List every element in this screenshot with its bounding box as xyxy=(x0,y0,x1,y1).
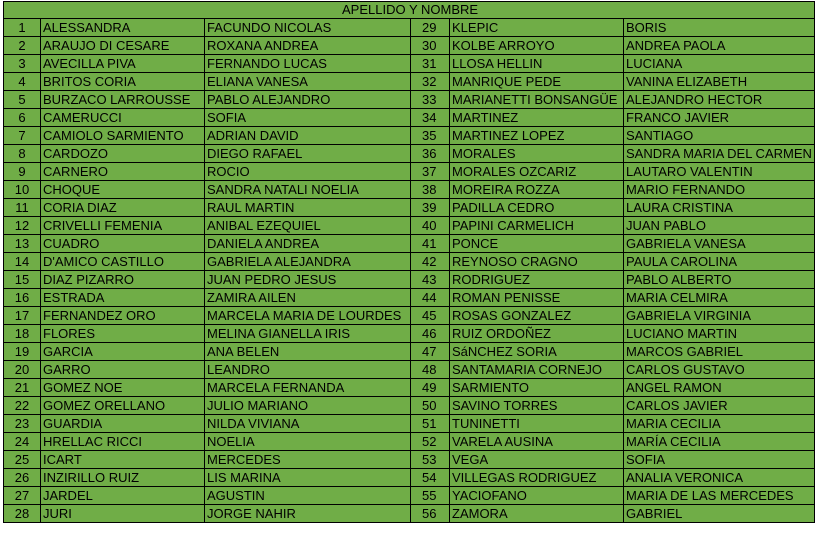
left-surname-cell: BRITOS CORIA xyxy=(41,73,205,91)
right-surname-cell: PADILLA CEDRO xyxy=(450,199,624,217)
right-surname-cell: KOLBE ARROYO xyxy=(450,37,624,55)
left-surname-cell: HRELLAC RICCI xyxy=(41,433,205,451)
right-number-cell: 40 xyxy=(411,217,450,235)
right-surname-cell: PAPINI CARMELICH xyxy=(450,217,624,235)
right-given-name-cell: MARIA CECILIA xyxy=(624,415,815,433)
left-surname-cell: CARDOZO xyxy=(41,145,205,163)
left-number-cell: 2 xyxy=(4,37,41,55)
left-given-name-cell: NILDA VIVIANA xyxy=(205,415,411,433)
right-number-cell: 53 xyxy=(411,451,450,469)
right-number-cell: 51 xyxy=(411,415,450,433)
right-number-cell: 39 xyxy=(411,199,450,217)
left-given-name-cell: SANDRA NATALI NOELIA xyxy=(205,181,411,199)
right-given-name-cell: GABRIELA VANESA xyxy=(624,235,815,253)
left-number-cell: 18 xyxy=(4,325,41,343)
left-number-cell: 16 xyxy=(4,289,41,307)
right-surname-cell: SANTAMARIA CORNEJO xyxy=(450,361,624,379)
left-number-cell: 7 xyxy=(4,127,41,145)
right-number-cell: 35 xyxy=(411,127,450,145)
left-given-name-cell: ADRIAN DAVID xyxy=(205,127,411,145)
left-surname-cell: GARRO xyxy=(41,361,205,379)
left-number-cell: 17 xyxy=(4,307,41,325)
table-row xyxy=(4,253,815,271)
left-surname-cell: CAMERUCCI xyxy=(41,109,205,127)
right-number-cell: 29 xyxy=(411,19,450,37)
left-given-name-cell: JORGE NAHIR xyxy=(205,505,411,523)
table-row xyxy=(4,73,815,91)
table-row xyxy=(4,397,815,415)
left-given-name-cell: GABRIELA ALEJANDRA xyxy=(205,253,411,271)
right-surname-cell: ZAMORA xyxy=(450,505,624,523)
right-given-name-cell: ANALIA VERONICA xyxy=(624,469,815,487)
left-surname-cell: CHOQUE xyxy=(41,181,205,199)
table-row xyxy=(4,325,815,343)
table-row xyxy=(4,109,815,127)
table-row xyxy=(4,451,815,469)
left-surname-cell: DIAZ PIZARRO xyxy=(41,271,205,289)
right-number-cell: 41 xyxy=(411,235,450,253)
left-number-cell: 25 xyxy=(4,451,41,469)
table-row xyxy=(4,307,815,325)
left-given-name-cell: LIS MARINA xyxy=(205,469,411,487)
table-row xyxy=(4,487,815,505)
right-surname-cell: VARELA AUSINA xyxy=(450,433,624,451)
right-surname-cell: PONCE xyxy=(450,235,624,253)
left-surname-cell: CAMIOLO SARMIENTO xyxy=(41,127,205,145)
left-number-cell: 4 xyxy=(4,73,41,91)
right-given-name-cell: VANINA ELIZABETH xyxy=(624,73,815,91)
left-number-cell: 13 xyxy=(4,235,41,253)
table-row xyxy=(4,37,815,55)
left-number-cell: 1 xyxy=(4,19,41,37)
right-number-cell: 38 xyxy=(411,181,450,199)
right-number-cell: 33 xyxy=(411,91,450,109)
left-number-cell: 21 xyxy=(4,379,41,397)
right-number-cell: 55 xyxy=(411,487,450,505)
table-body xyxy=(4,19,815,523)
right-number-cell: 44 xyxy=(411,289,450,307)
right-number-cell: 46 xyxy=(411,325,450,343)
left-given-name-cell: JULIO MARIANO xyxy=(205,397,411,415)
left-number-cell: 3 xyxy=(4,55,41,73)
left-number-cell: 23 xyxy=(4,415,41,433)
table-row xyxy=(4,145,815,163)
left-surname-cell: GUARDIA xyxy=(41,415,205,433)
left-given-name-cell: SOFIA xyxy=(205,109,411,127)
left-surname-cell: JURI xyxy=(41,505,205,523)
left-given-name-cell: ANIBAL EZEQUIEL xyxy=(205,217,411,235)
left-surname-cell: BURZACO LARROUSSE xyxy=(41,91,205,109)
right-given-name-cell: FRANCO JAVIER xyxy=(624,109,815,127)
right-given-name-cell: LAUTARO VALENTIN xyxy=(624,163,815,181)
right-number-cell: 30 xyxy=(411,37,450,55)
left-given-name-cell: MERCEDES xyxy=(205,451,411,469)
table-row xyxy=(4,289,815,307)
right-number-cell: 43 xyxy=(411,271,450,289)
left-given-name-cell: DIEGO RAFAEL xyxy=(205,145,411,163)
right-given-name-cell: SOFIA xyxy=(624,451,815,469)
table-row xyxy=(4,379,815,397)
right-surname-cell: ROSAS GONZALEZ xyxy=(450,307,624,325)
right-surname-cell: SARMIENTO xyxy=(450,379,624,397)
right-given-name-cell: LAURA CRISTINA xyxy=(624,199,815,217)
table-row xyxy=(4,199,815,217)
right-given-name-cell: CARLOS GUSTAVO xyxy=(624,361,815,379)
right-given-name-cell: MARIA CELMIRA xyxy=(624,289,815,307)
right-number-cell: 54 xyxy=(411,469,450,487)
right-number-cell: 31 xyxy=(411,55,450,73)
table-row xyxy=(4,235,815,253)
left-number-cell: 28 xyxy=(4,505,41,523)
left-given-name-cell: ANA BELEN xyxy=(205,343,411,361)
right-surname-cell: MARTINEZ xyxy=(450,109,624,127)
right-surname-cell: MARIANETTI BONSANGÜE xyxy=(450,91,624,109)
right-given-name-cell: PABLO ALBERTO xyxy=(624,271,815,289)
right-given-name-cell: CARLOS JAVIER xyxy=(624,397,815,415)
right-number-cell: 45 xyxy=(411,307,450,325)
left-surname-cell: GOMEZ ORELLANO xyxy=(41,397,205,415)
right-given-name-cell: BORIS xyxy=(624,19,815,37)
right-surname-cell: YACIOFANO xyxy=(450,487,624,505)
right-given-name-cell: MARÍA CECILIA xyxy=(624,433,815,451)
left-number-cell: 22 xyxy=(4,397,41,415)
right-number-cell: 48 xyxy=(411,361,450,379)
right-given-name-cell: ALEJANDRO HECTOR xyxy=(624,91,815,109)
right-number-cell: 34 xyxy=(411,109,450,127)
right-surname-cell: MORALES OZCARIZ xyxy=(450,163,624,181)
right-number-cell: 47 xyxy=(411,343,450,361)
left-surname-cell: CRIVELLI FEMENIA xyxy=(41,217,205,235)
right-given-name-cell: GABRIELA VIRGINIA xyxy=(624,307,815,325)
right-given-name-cell: SANDRA MARIA DEL CARMEN xyxy=(624,145,815,163)
right-given-name-cell: MARCOS GABRIEL xyxy=(624,343,815,361)
right-surname-cell: MANRIQUE PEDE xyxy=(450,73,624,91)
table-row xyxy=(4,91,815,109)
table-row xyxy=(4,271,815,289)
left-number-cell: 11 xyxy=(4,199,41,217)
left-number-cell: 6 xyxy=(4,109,41,127)
right-given-name-cell: GABRIEL xyxy=(624,505,815,523)
right-given-name-cell: MARIO FERNANDO xyxy=(624,181,815,199)
right-given-name-cell: ANDREA PAOLA xyxy=(624,37,815,55)
left-surname-cell: FERNANDEZ ORO xyxy=(41,307,205,325)
left-surname-cell: ESTRADA xyxy=(41,289,205,307)
right-given-name-cell: LUCIANA xyxy=(624,55,815,73)
left-given-name-cell: MELINA GIANELLA IRIS xyxy=(205,325,411,343)
left-surname-cell: CUADRO xyxy=(41,235,205,253)
right-number-cell: 36 xyxy=(411,145,450,163)
left-number-cell: 5 xyxy=(4,91,41,109)
left-number-cell: 9 xyxy=(4,163,41,181)
table-row xyxy=(4,343,815,361)
left-number-cell: 27 xyxy=(4,487,41,505)
left-number-cell: 20 xyxy=(4,361,41,379)
right-number-cell: 32 xyxy=(411,73,450,91)
left-given-name-cell: JUAN PEDRO JESUS xyxy=(205,271,411,289)
right-surname-cell: RODRIGUEZ xyxy=(450,271,624,289)
right-surname-cell: SAVINO TORRES xyxy=(450,397,624,415)
right-number-cell: 42 xyxy=(411,253,450,271)
table-row xyxy=(4,19,815,37)
left-surname-cell: D'AMICO CASTILLO xyxy=(41,253,205,271)
table-row xyxy=(4,469,815,487)
table-row xyxy=(4,163,815,181)
left-surname-cell: CORIA DIAZ xyxy=(41,199,205,217)
right-given-name-cell: LUCIANO MARTIN xyxy=(624,325,815,343)
table-row xyxy=(4,181,815,199)
right-given-name-cell: MARIA DE LAS MERCEDES xyxy=(624,487,815,505)
left-number-cell: 26 xyxy=(4,469,41,487)
right-surname-cell: VILLEGAS RODRIGUEZ xyxy=(450,469,624,487)
right-number-cell: 56 xyxy=(411,505,450,523)
name-list-table xyxy=(3,1,815,523)
left-given-name-cell: AGUSTIN xyxy=(205,487,411,505)
left-given-name-cell: ELIANA VANESA xyxy=(205,73,411,91)
right-given-name-cell: JUAN PABLO xyxy=(624,217,815,235)
left-surname-cell: INZIRILLO RUIZ xyxy=(41,469,205,487)
left-given-name-cell: DANIELA ANDREA xyxy=(205,235,411,253)
right-number-cell: 50 xyxy=(411,397,450,415)
right-surname-cell: MORALES xyxy=(450,145,624,163)
right-given-name-cell: ANGEL RAMON xyxy=(624,379,815,397)
left-surname-cell: AVECILLA PIVA xyxy=(41,55,205,73)
left-surname-cell: FLORES xyxy=(41,325,205,343)
table-row xyxy=(4,415,815,433)
right-surname-cell: REYNOSO CRAGNO xyxy=(450,253,624,271)
left-given-name-cell: FACUNDO NICOLAS xyxy=(205,19,411,37)
table-row xyxy=(4,55,815,73)
left-number-cell: 14 xyxy=(4,253,41,271)
table-title: APELLIDO Y NOMBRE xyxy=(4,2,815,19)
left-given-name-cell: ROXANA ANDREA xyxy=(205,37,411,55)
right-surname-cell: SáNCHEZ SORIA xyxy=(450,343,624,361)
header-row xyxy=(4,2,815,19)
left-number-cell: 10 xyxy=(4,181,41,199)
left-surname-cell: ICART xyxy=(41,451,205,469)
right-surname-cell: VEGA xyxy=(450,451,624,469)
table-row xyxy=(4,505,815,523)
left-surname-cell: ARAUJO DI CESARE xyxy=(41,37,205,55)
left-given-name-cell: FERNANDO LUCAS xyxy=(205,55,411,73)
left-given-name-cell: MARCELA FERNANDA xyxy=(205,379,411,397)
right-surname-cell: KLEPIC xyxy=(450,19,624,37)
table-row xyxy=(4,433,815,451)
right-number-cell: 52 xyxy=(411,433,450,451)
left-given-name-cell: MARCELA MARIA DE LOURDES xyxy=(205,307,411,325)
left-given-name-cell: LEANDRO xyxy=(205,361,411,379)
right-surname-cell: TUNINETTI xyxy=(450,415,624,433)
right-surname-cell: MOREIRA ROZZA xyxy=(450,181,624,199)
left-surname-cell: GOMEZ NOE xyxy=(41,379,205,397)
right-surname-cell: ROMAN PENISSE xyxy=(450,289,624,307)
left-number-cell: 19 xyxy=(4,343,41,361)
left-given-name-cell: ROCIO xyxy=(205,163,411,181)
left-given-name-cell: ZAMIRA AILEN xyxy=(205,289,411,307)
left-surname-cell: JARDEL xyxy=(41,487,205,505)
left-number-cell: 15 xyxy=(4,271,41,289)
left-given-name-cell: PABLO ALEJANDRO xyxy=(205,91,411,109)
table-row xyxy=(4,127,815,145)
right-surname-cell: MARTINEZ LOPEZ xyxy=(450,127,624,145)
table-row xyxy=(4,361,815,379)
right-number-cell: 37 xyxy=(411,163,450,181)
table-row xyxy=(4,217,815,235)
left-number-cell: 12 xyxy=(4,217,41,235)
left-given-name-cell: RAUL MARTIN xyxy=(205,199,411,217)
left-number-cell: 8 xyxy=(4,145,41,163)
right-given-name-cell: SANTIAGO xyxy=(624,127,815,145)
left-surname-cell: GARCIA xyxy=(41,343,205,361)
left-given-name-cell: NOELIA xyxy=(205,433,411,451)
right-given-name-cell: PAULA CAROLINA xyxy=(624,253,815,271)
right-surname-cell: RUIZ ORDOÑEZ xyxy=(450,325,624,343)
right-surname-cell: LLOSA HELLIN xyxy=(450,55,624,73)
left-surname-cell: CARNERO xyxy=(41,163,205,181)
left-number-cell: 24 xyxy=(4,433,41,451)
right-number-cell: 49 xyxy=(411,379,450,397)
left-surname-cell: ALESSANDRA xyxy=(41,19,205,37)
